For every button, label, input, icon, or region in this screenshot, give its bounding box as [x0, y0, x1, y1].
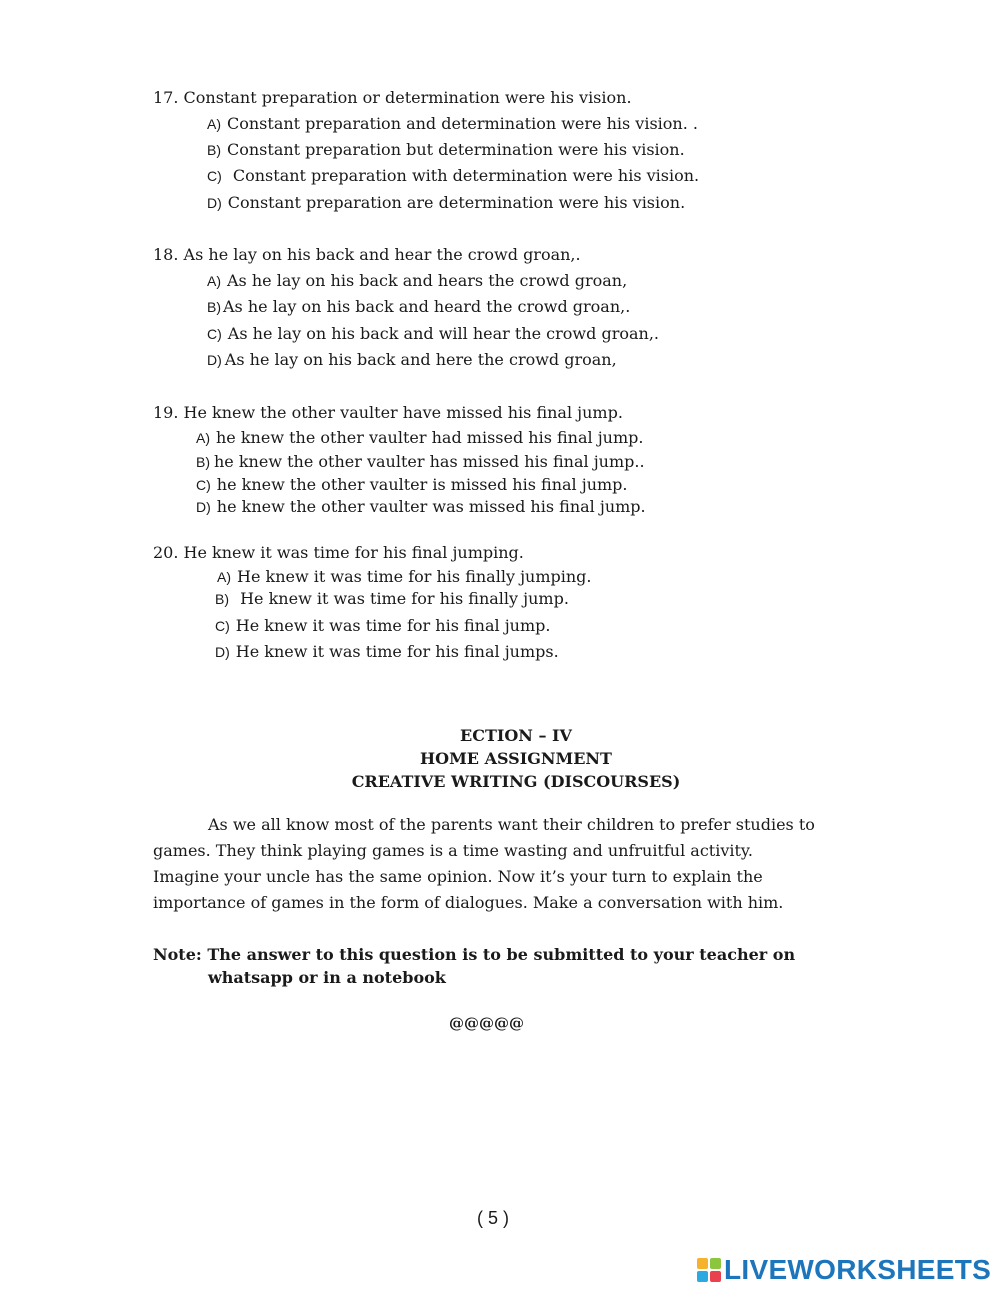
note-line-2: whatsapp or in a notebook [208, 968, 446, 987]
option-text: He knew it was time for his final jumps. [235, 642, 559, 661]
end-mark: @@@@@ [449, 1014, 524, 1032]
question-19-option-c [196, 475, 628, 494]
option-text: As he lay on his back and heard the crowd groan,. [223, 297, 631, 316]
option-text: He knew it was time for his finally jump. [235, 589, 569, 608]
option-label: A) [217, 569, 231, 585]
option-text: Constant preparation are determination were his vision. [227, 193, 686, 212]
question-17-stem: 17. Constant preparation or determination were his vision. [153, 88, 632, 107]
question-17-option-d [207, 193, 685, 212]
option-text: As he lay on his back and here the crowd groan, [224, 350, 617, 369]
question-20-stem: 20. He knew it was time for his final jumping. [153, 543, 524, 562]
option-label: C) [196, 477, 211, 493]
question-20-option-d [215, 642, 559, 661]
page-number: ( 5 ) [476, 1208, 509, 1228]
option-label: A) [207, 273, 221, 289]
liveworksheets-wordmark: LIVEWORKSHEETS [724, 1254, 992, 1285]
option-text: As he lay on his back and will hear the crowd groan,. [227, 324, 659, 343]
question-18-option-b [207, 297, 630, 316]
option-text: he knew the other vaulter is missed his final jump. [216, 475, 628, 494]
option-label: B) [196, 454, 210, 470]
option-text: He knew it was time for his final jump. [235, 616, 551, 635]
question-20-option-c [215, 616, 550, 635]
question-17-option-c [207, 166, 699, 185]
paragraph-line: As we all know most of the parents want their children to prefer studies to [208, 815, 815, 834]
option-label: D) [207, 195, 222, 211]
option-label: C) [207, 326, 222, 342]
section-subtitle: HOME ASSIGNMENT [420, 749, 612, 768]
option-label: D) [215, 644, 230, 660]
option-text: Constant preparation with determination were his vision. [227, 166, 700, 185]
option-label: A) [207, 116, 221, 132]
question-17-option-a [207, 114, 698, 133]
question-19-stem: 19. He knew the other vaulter have missed his final jump. [153, 403, 623, 422]
option-label: B) [207, 299, 221, 315]
question-18-option-a [207, 271, 627, 290]
assignment-paragraph [153, 812, 825, 916]
paragraph-line: Imagine your uncle has the same opinion. Now it’s your turn to explain the [153, 867, 763, 886]
option-label: D) [207, 352, 222, 368]
question-19-option-d [196, 497, 646, 516]
question-19-option-b [196, 452, 645, 471]
note-line-1: Note: The answer to this question is to be submitted to your teacher on [153, 945, 796, 964]
question-20-option-b [215, 589, 569, 608]
liveworksheets-logo[interactable] [697, 1256, 991, 1284]
paragraph-line: games. They think playing games is a time wasting and unfruitful activity. [153, 841, 753, 860]
question-18-option-c [207, 324, 659, 343]
option-label: B) [207, 142, 221, 158]
option-text: Constant preparation and determination were his vision. . [227, 114, 698, 133]
option-text: he knew the other vaulter was missed his final jump. [216, 497, 646, 516]
question-18-option-d [207, 350, 617, 369]
question-17-option-b [207, 140, 685, 159]
question-18-stem: 18. As he lay on his back and hear the crowd groan,. [153, 245, 581, 264]
option-label: D) [196, 499, 211, 515]
question-19-option-a [196, 428, 643, 447]
liveworksheets-badge-icon [697, 1258, 721, 1282]
question-20-option-a [217, 567, 592, 586]
section-title: ECTION – IV [460, 726, 572, 745]
option-text: he knew the other vaulter had missed his final jump. [216, 428, 644, 447]
option-label: A) [196, 430, 210, 446]
option-text: As he lay on his back and hears the crowd groan, [227, 271, 628, 290]
option-label: C) [207, 168, 222, 184]
option-text: he knew the other vaulter has missed his final jump.. [214, 452, 645, 471]
option-label: B) [215, 591, 229, 607]
option-text: He knew it was time for his finally jumping. [237, 567, 592, 586]
option-text: Constant preparation but determination were his vision. [227, 140, 685, 159]
paragraph-line: importance of games in the form of dialogues. Make a conversation with him. [153, 893, 784, 912]
section-topic: CREATIVE WRITING (DISCOURSES) [351, 772, 681, 791]
option-label: C) [215, 618, 230, 634]
